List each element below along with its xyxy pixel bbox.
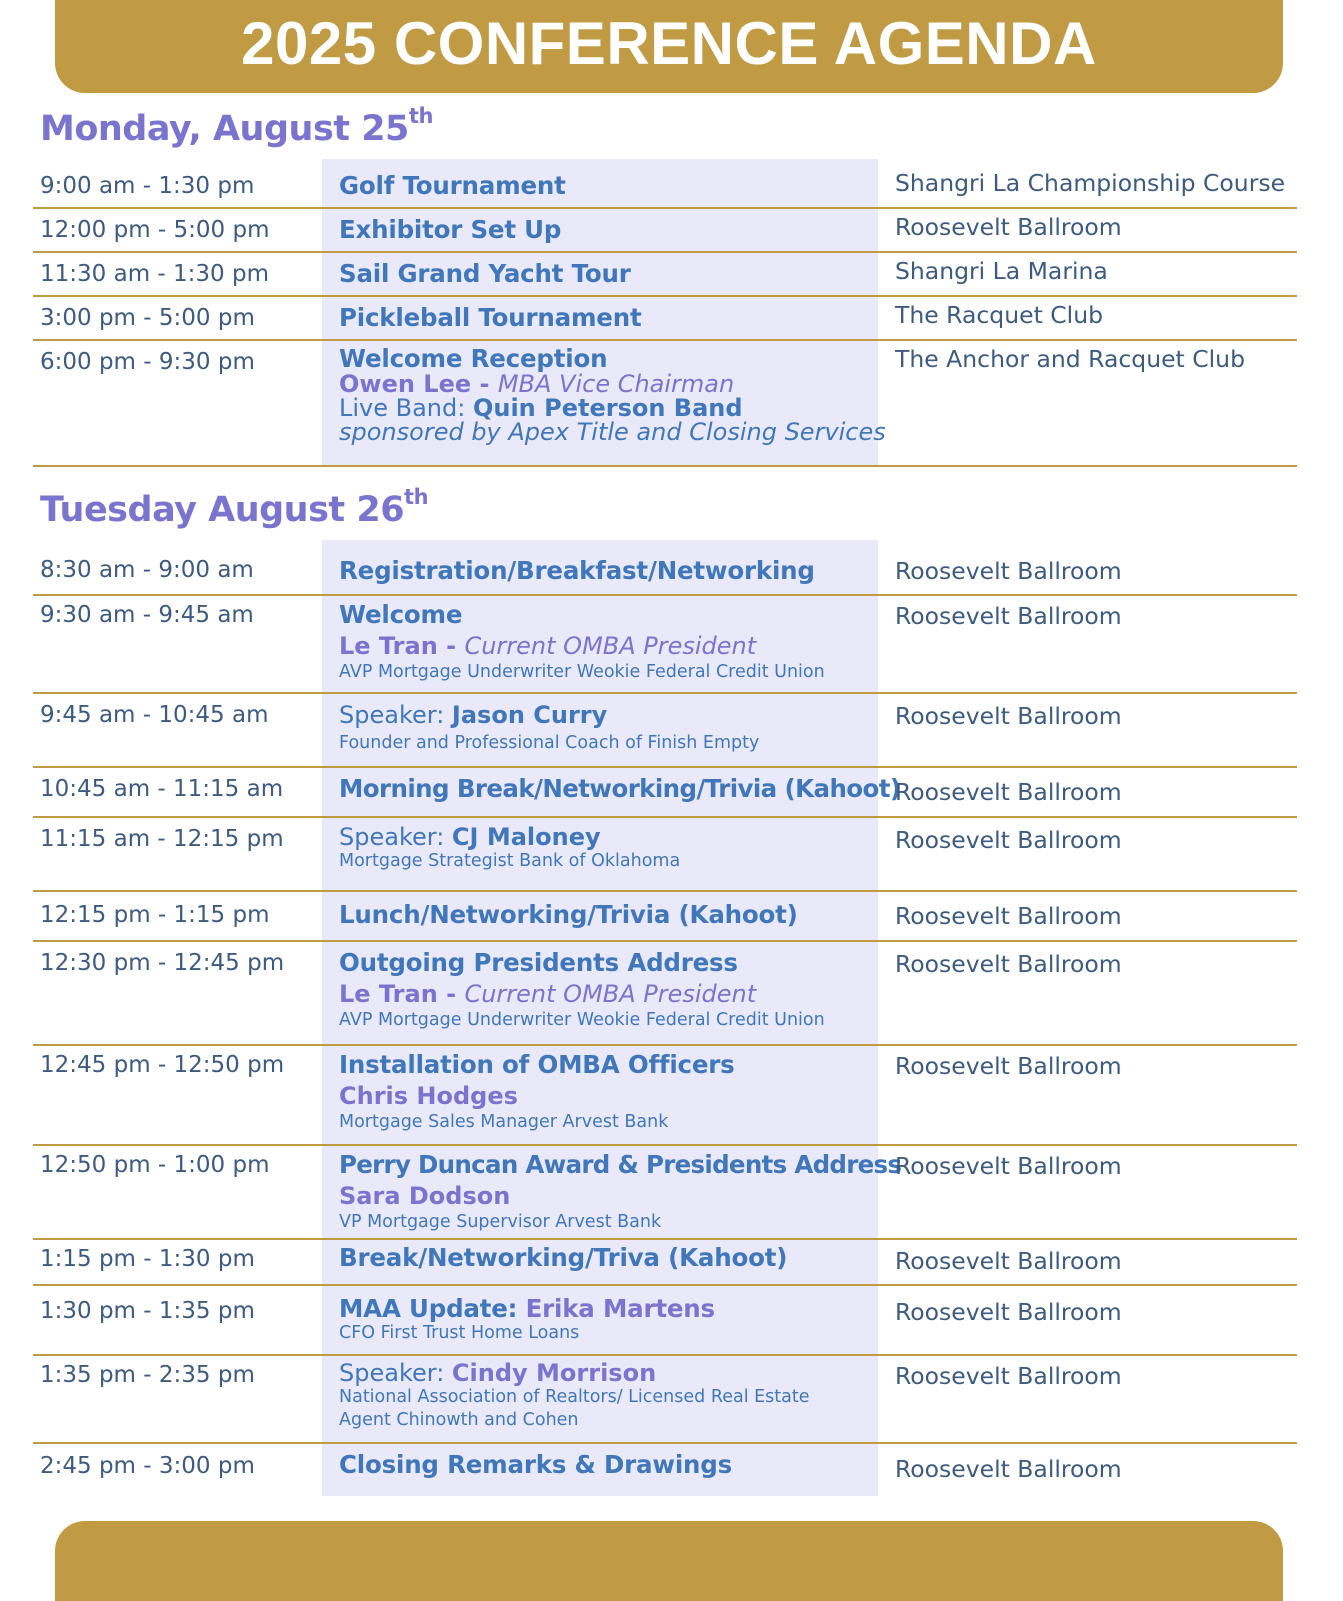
- row-title: Welcome: [339, 600, 463, 629]
- tuesday-heading-text: Tuesday August 26: [40, 490, 405, 530]
- row-time: 1:35 pm - 2:35 pm: [40, 1362, 255, 1388]
- row-name: Cindy Morrison: [451, 1359, 657, 1387]
- row-speaker: Le Tran -: [339, 979, 465, 1008]
- row-speaker-role: Current OMBA President: [464, 631, 757, 660]
- row-detail: AVP Mortgage Underwriter Weokie Federal Credit Union: [339, 1009, 825, 1030]
- table-row: [33, 1240, 1297, 1286]
- row-time: 11:15 am - 12:15 pm: [40, 826, 284, 852]
- row-speaker-line: [339, 700, 879, 730]
- row-time: 3:00 pm - 5:00 pm: [40, 305, 255, 331]
- monday-heading: [40, 104, 433, 149]
- row-label: Speaker:: [339, 823, 452, 851]
- row-location: Roosevelt Ballroom: [895, 902, 1122, 930]
- row-event: [339, 1150, 902, 1233]
- row-speaker: Sara Dodson: [339, 1181, 511, 1210]
- table-row: [33, 341, 1297, 467]
- row-event: [339, 1050, 879, 1133]
- row-location: Roosevelt Ballroom: [895, 1052, 1122, 1080]
- row-event: [339, 344, 886, 446]
- row-title: Sail Grand Yacht Tour: [339, 259, 631, 288]
- table-row: [33, 818, 1297, 892]
- row-title: Perry Duncan Award & Presidents Address: [339, 1150, 902, 1179]
- row-time: 12:30 pm - 12:45 pm: [40, 950, 285, 976]
- table-row: [33, 540, 1297, 596]
- row-title: Registration/Breakfast/Networking: [339, 556, 815, 585]
- row-time: 9:45 am - 10:45 am: [40, 702, 269, 728]
- row-name: Jason Curry: [451, 701, 608, 729]
- row-title: Lunch/Networking/Trivia (Kahoot): [339, 900, 798, 929]
- row-time: 1:15 pm - 1:30 pm: [40, 1246, 255, 1272]
- footer-banner: [55, 1521, 1283, 1601]
- row-band-label: Live Band:: [339, 393, 473, 422]
- row-location: Roosevelt Ballroom: [895, 826, 1122, 854]
- row-detail: AVP Mortgage Underwriter Weokie Federal Credit Union: [339, 661, 825, 682]
- row-location: The Racquet Club: [895, 301, 1104, 329]
- row-location: Roosevelt Ballroom: [895, 1362, 1122, 1390]
- row-location: Roosevelt Ballroom: [895, 778, 1122, 806]
- row-detail: Mortgage Strategist Bank of Oklahoma: [339, 851, 681, 872]
- row-title: Exhibitor Set Up: [339, 215, 562, 244]
- table-row: [33, 1046, 1297, 1146]
- row-name: Erika Martens: [525, 1294, 715, 1323]
- row-detail: Founder and Professional Coach of Finish Empty: [339, 733, 760, 753]
- table-row: [33, 297, 1297, 341]
- row-detail: CFO First Trust Home Loans: [339, 1322, 580, 1343]
- table-row: [33, 892, 1297, 942]
- row-time: 9:00 am - 1:30 pm: [40, 173, 255, 199]
- row-title: Pickleball Tournament: [339, 303, 642, 332]
- row-title: Welcome Reception: [339, 344, 608, 373]
- table-row: [33, 1146, 1297, 1240]
- row-time: 12:50 pm - 1:00 pm: [40, 1152, 270, 1178]
- monday-heading-text: Monday, August 25: [40, 109, 409, 149]
- row-label: Speaker:: [339, 701, 452, 729]
- row-time: 6:00 pm - 9:30 pm: [40, 349, 255, 375]
- row-time: 1:30 pm - 1:35 pm: [40, 1298, 255, 1324]
- row-location: Roosevelt Ballroom: [895, 1455, 1122, 1483]
- row-title: Installation of OMBA Officers: [339, 1050, 735, 1079]
- row-label: Speaker:: [339, 1359, 452, 1387]
- row-title: Outgoing Presidents Address: [339, 948, 738, 977]
- row-speaker: Chris Hodges: [339, 1081, 518, 1110]
- table-row: [33, 596, 1297, 694]
- row-speaker-line: [339, 369, 879, 398]
- row-location: Roosevelt Ballroom: [895, 702, 1122, 730]
- row-speaker-line: [339, 1360, 879, 1386]
- row-location: Shangri La Marina: [895, 257, 1108, 285]
- row-detail-2: Agent Chinowth and Cohen: [339, 1410, 579, 1431]
- row-detail: National Association of Realtors/ Licensed Real Estate: [339, 1387, 810, 1408]
- page-title: 2025 CONFERENCE AGENDA: [241, 9, 1097, 77]
- row-detail: Mortgage Sales Manager Arvest Bank: [339, 1111, 669, 1132]
- row-location: The Anchor and Racquet Club: [895, 345, 1245, 373]
- row-time: 12:45 pm - 12:50 pm: [40, 1052, 285, 1078]
- row-location: Roosevelt Ballroom: [895, 950, 1122, 978]
- row-event: [339, 1360, 879, 1432]
- table-row: [33, 209, 1297, 253]
- row-speaker-line: [339, 631, 879, 661]
- table-row: [33, 768, 1297, 818]
- table-row: [33, 942, 1297, 1046]
- row-band-line: [339, 393, 879, 422]
- table-row: [33, 1444, 1297, 1496]
- table-row: [33, 694, 1297, 768]
- row-title: Morning Break/Networking/Trivia (Kahoot): [339, 774, 901, 803]
- row-time: 11:30 am - 1:30 pm: [40, 261, 269, 287]
- row-time: 12:15 pm - 1:15 pm: [40, 902, 270, 928]
- row-sponsor: sponsored by Apex Title and Closing Services: [339, 417, 886, 446]
- table-row: [33, 1286, 1297, 1356]
- row-time: 2:45 pm - 3:00 pm: [40, 1453, 255, 1479]
- row-location: Roosevelt Ballroom: [895, 213, 1122, 241]
- row-divider: [33, 465, 1297, 467]
- table-row: [33, 253, 1297, 297]
- row-event: [339, 1296, 879, 1344]
- row-location: Roosevelt Ballroom: [895, 1247, 1122, 1275]
- row-location: Shangri La Championship Course: [895, 169, 1286, 197]
- row-speaker-line: [339, 824, 879, 850]
- row-location: Roosevelt Ballroom: [895, 1152, 1122, 1180]
- row-location: Roosevelt Ballroom: [895, 557, 1122, 585]
- row-time: 10:45 am - 11:15 am: [40, 776, 284, 802]
- row-event: [339, 824, 879, 873]
- row-title: MAA Update:: [339, 1294, 526, 1323]
- row-speaker-role: MBA Vice Chairman: [497, 369, 735, 398]
- row-speaker-role: Current OMBA President: [464, 979, 757, 1008]
- row-title: Break/Networking/Triva (Kahoot): [339, 1243, 788, 1272]
- row-event: [339, 948, 879, 1031]
- row-speaker-line: [339, 979, 879, 1009]
- row-event: [339, 700, 879, 755]
- row-time: 12:00 pm - 5:00 pm: [40, 217, 270, 243]
- tuesday-heading: [40, 485, 429, 530]
- header-banner: [55, 0, 1283, 93]
- row-speaker: Le Tran -: [339, 631, 465, 660]
- row-title-line: [339, 1296, 879, 1322]
- row-title: Golf Tournament: [339, 171, 566, 200]
- row-event: [339, 600, 879, 683]
- monday-heading-suffix: th: [408, 104, 433, 128]
- row-band-name: Quin Peterson Band: [472, 393, 743, 422]
- row-time: 9:30 am - 9:45 am: [40, 602, 254, 628]
- row-time: 8:30 am - 9:00 am: [40, 557, 254, 583]
- row-location: Roosevelt Ballroom: [895, 602, 1122, 630]
- tuesday-heading-suffix: th: [404, 485, 429, 509]
- row-speaker: Owen Lee -: [339, 369, 498, 398]
- row-title: Closing Remarks & Drawings: [339, 1450, 732, 1479]
- row-detail: VP Mortgage Supervisor Arvest Bank: [339, 1211, 662, 1232]
- row-location: Roosevelt Ballroom: [895, 1298, 1122, 1326]
- row-name: CJ Maloney: [451, 823, 601, 851]
- table-row: [33, 1356, 1297, 1444]
- table-row: [33, 159, 1297, 209]
